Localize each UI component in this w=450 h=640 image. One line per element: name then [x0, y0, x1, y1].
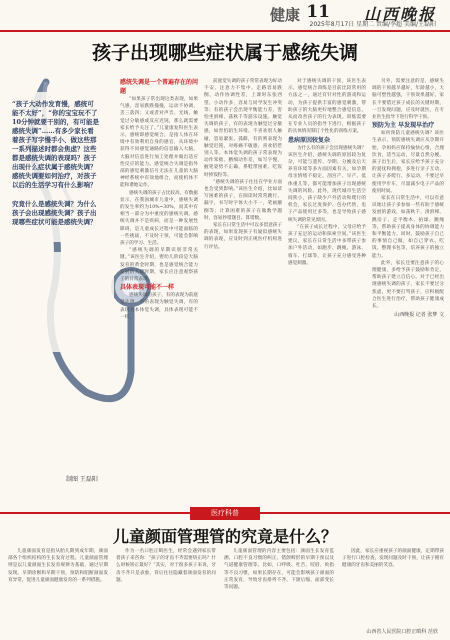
section-label: 健康: [269, 6, 300, 24]
illustration-credit: 制图 王磊阳: [66, 476, 98, 483]
callout-text-2: 究竟什么是感统失调？为什么孩子会出现感统失调？孩子出现哪些症状可能是感统失调？: [12, 200, 97, 226]
subheading: 患病原因较复杂: [288, 136, 331, 144]
paragraph: 作为一名口腔正畸医生，经常会遇到家长带着孩子来咨询：“孩子的牙齿不齐需要矫正吗？什么时候矫正最好？”其实，对于很多孩子来说，牙齿不齐只是表象，背后往往隐藏着颜面发育的问题。: [116, 549, 216, 583]
paragraph: 儿童颜面发育是指从胎儿期到成年期，颜面部各个组织结构的生长发育过程。儿童颜面管理则是以儿童颜面生长发育规律为基础，通过早期发现、早期诊断和早期干预，预防和阻断颜面发育异常，促进儿童颜面健康发育的一系列措施。: [8, 549, 108, 583]
callout-text-1: “孩子大动作发育慢，感统可能不太好”，“你的宝宝玩不了10分钟就要干别的，有可能是感统失调”……有多少家长看着孩子写字慢手小、做这些那一系列描述时都会焦虑？这些都是感统失调的表现吗？孩子出现什么症状属于感统失调？感统失调要如何治疗，对孩子以后的生活学习有什么影响？: [12, 100, 100, 189]
paragraph: “感统失调的孩子往往在学业方面也会受到影响。”该医生介绍，比如读写困难的孩子，在阅读时常常跳行、漏字，书写时字体大小不一，笔画颠倒等；计算困难的孩子在做数学题时，容易抄错题目、算错数。: [204, 179, 282, 221]
paragraph: 家长在日常生活中，可以有意识地让孩子多参加一些有助于感统发展的游戏，如荡秋千、滑滑梯、跳房子、走平衡木、拍球、跳绳等，帮助孩子提高身体的协调能力和平衡能力。同时，鼓励孩子自己的事情自己做，如自己穿衣、吃饭、整理书包等，培养孩子的独立能力。: [372, 196, 444, 259]
article1-column-4: [372, 78, 444, 502]
paragraph: 对于感统失调的干预，该医生表示，感觉统合训练是目前比较常用的方法之一，通过有针对性的游戏和运动，为孩子提供丰富的感觉刺激，帮助孩子的大脑更好地整合感觉信息，从而改善孩子的行为表现。训练需要在专业人员的指导下进行，根据孩子的具体情况制订个性化的训练方案。: [288, 79, 366, 135]
subheading: 具体表现可能不一样: [120, 284, 175, 292]
article2-column-4: [342, 548, 444, 626]
article2-column-2: [116, 548, 216, 628]
newspaper-logo: 山西晚报: [363, 5, 436, 24]
paragraph: 儿童颜面管理的内容主要包括：颜面生长发育监测、口腔不良习惯的纠正、错颌畸形的早期干预以及气道健康管理等。比如，口呼吸、吐舌、咬唇、吮指等不良习惯，如果长期存在，可能会影响孩子颜面的正常发育，导致牙齿排列不齐、下颌后缩、面部变长等问题。: [224, 549, 334, 591]
article1-byline: 山西晚报 记者 张梦 文: [394, 312, 444, 319]
article1-column-1: [120, 78, 198, 502]
article2-column-1: [8, 548, 108, 628]
page-number: 11: [306, 2, 330, 22]
article1-title: 孩子出现哪些症状属于感统失调: [91, 42, 358, 64]
subheading: 预防为主 早发现早治疗: [372, 122, 435, 130]
paragraph: 为什么有的孩子会出现感统失调？该医生介绍，感统失调的原因较为复杂，可能与遗传、孕期、分娩及后天养育环境等多方面因素有关。如孕期母亲情绪不稳定、剖宫产、早产、低体重儿等，都可能增加孩子出现感统失调的风险。此外，现代城市生活空间狭小，孩子缺少户外活动和爬行的机会，家长过度保护、包办代替，电子产品使用过多等，也是导致孩子感统失调的常见原因。: [288, 145, 366, 223]
paragraph: “感统失调的早期识别非常关键。”该医生介绍，婴幼儿阶段是大脑发育的黄金时期，也是感觉统合能力发展的关键时期，家长应注意观察孩子的日常表现。: [120, 248, 198, 283]
article2-section-tag: 医疗科普: [190, 507, 260, 520]
article1-column-3: [288, 78, 366, 502]
paragraph: 感统失调的孩子占比较高，有数据显示，在我国城市儿童中，感统失调的发生率约为10%~30%，而其中有相当一部分为中重度的感统失调。感统失调并不是疾病，而是一种发展性障碍，是儿童成长过程中可能面临的一些挑战，不及时干预，可能会影响孩子的学习、生活。: [120, 190, 198, 247]
paragraph: 另外，需要注意的是，感统失调的干预越早越好，年龄越小，大脑可塑性越强，干预效果越好。家长不要错过孩子成长的关键时期，一旦发现问题，应及时就医，在专业医生指导下进行科学干预。: [372, 79, 444, 121]
page-header: [0, 0, 450, 32]
paragraph: “在孩子成长过程中，父母应给予孩子充足的运动和探索空间。”该医生建议，家长在日常生活中多带孩子参加户外活动，如跑步、跳绳、游泳、骑车、打球等，让孩子充分感受各种感觉刺激。: [288, 224, 366, 266]
paragraph: 前庭觉失调的孩子常常表现为好动不安、注意力不集中、走路容易跌倒、动作协调性差，上课时东张西望、小动作多，容易与同学发生冲突等；有的孩子会出现平衡能力差，害怕坐滑梯、荡秋千等游乐设施。触觉失调的孩子，有的表现为触觉过分敏感，如害怕陌生环境、不喜欢别人触碰，容易紧张、孤僻，有的则表现为触觉迟钝，对疼痛不敏感，喜欢招惹别人等。本体觉失调的孩子常表现为动作笨拙、精细动作差，如写字慢、握笔姿势不正确、系鞋带困难、吃饭时掉饭粒等。: [204, 79, 282, 178]
article2-column-3: [224, 548, 334, 628]
paragraph: 如何预防儿童感统失调？该医生表示，预防感统失调应从孕期开始，孕妈妈应保持愉快心情，合理饮食，适当运动，尽量自然分娩。孩子出生后，家长应给予孩子充分的爱抚和拥抱，多进行亲子互动，让孩子多爬行、多运动，不要过早使用学步车，尽量减少电子产品的使用时间。: [372, 131, 444, 194]
paragraph: 感统失调的孩子，有的表现为前庭觉失调，有的表现为触觉失调，有的表现为本体觉失调，具体表现可能不一样。: [120, 293, 198, 320]
paragraph: 家长在日常生活中可以多留意孩子的表现，如果发现孩子有疑似感统失调的表现，应及时到正规医疗机构进行评估。: [204, 223, 282, 250]
article1-callout: [12, 100, 100, 227]
article2-footer: 山西省人民医院口腔正畸科 范欣: [366, 629, 438, 635]
paragraph: 因此，家长应重视孩子的颜面健康，定期带孩子进行口腔检查，发现问题及时干预，让孩子拥有健康的牙齿和美丽的笑容。: [342, 549, 444, 569]
subheading: 感统失调是一个普遍存在的问题: [120, 79, 198, 95]
date-line: 2025年8月17日 星期二 责编/李超 美编/王磊阳: [309, 21, 436, 28]
article1-column-2: [204, 78, 282, 502]
paragraph: 此外，家长还要注意孩子的心理健康，多给予孩子鼓励和肯定，帮助孩子建立自信心。对于已经出现感统失调的孩子，家长不要过分焦虑，更不要打骂孩子，应积极配合医生进行治疗，帮助孩子健康成长。: [372, 260, 444, 310]
article2-title: 儿童颜面管理管的究竟是什么？: [112, 527, 337, 546]
paragraph: “如果孩子常出现这类表现，如果气感，容易跌跌撞撞，运动不协调，丢三落四；又或者对声音、光线、触觉过分敏感或反应迟钝，那么就需要家长给予关注了。”儿童康复科医生表示，感统即感觉统合，是指人体在环境中有效利用自身的感官，从环境中获得不同感觉通路的信息输入大脑，大脑对信息进行加工处理并做出适应性反应的能力。感觉统合失调是指外部的感觉刺激信号无法在儿童的大脑神经系统中有效地组合，而使机体不能和谐地运作。: [120, 97, 198, 189]
